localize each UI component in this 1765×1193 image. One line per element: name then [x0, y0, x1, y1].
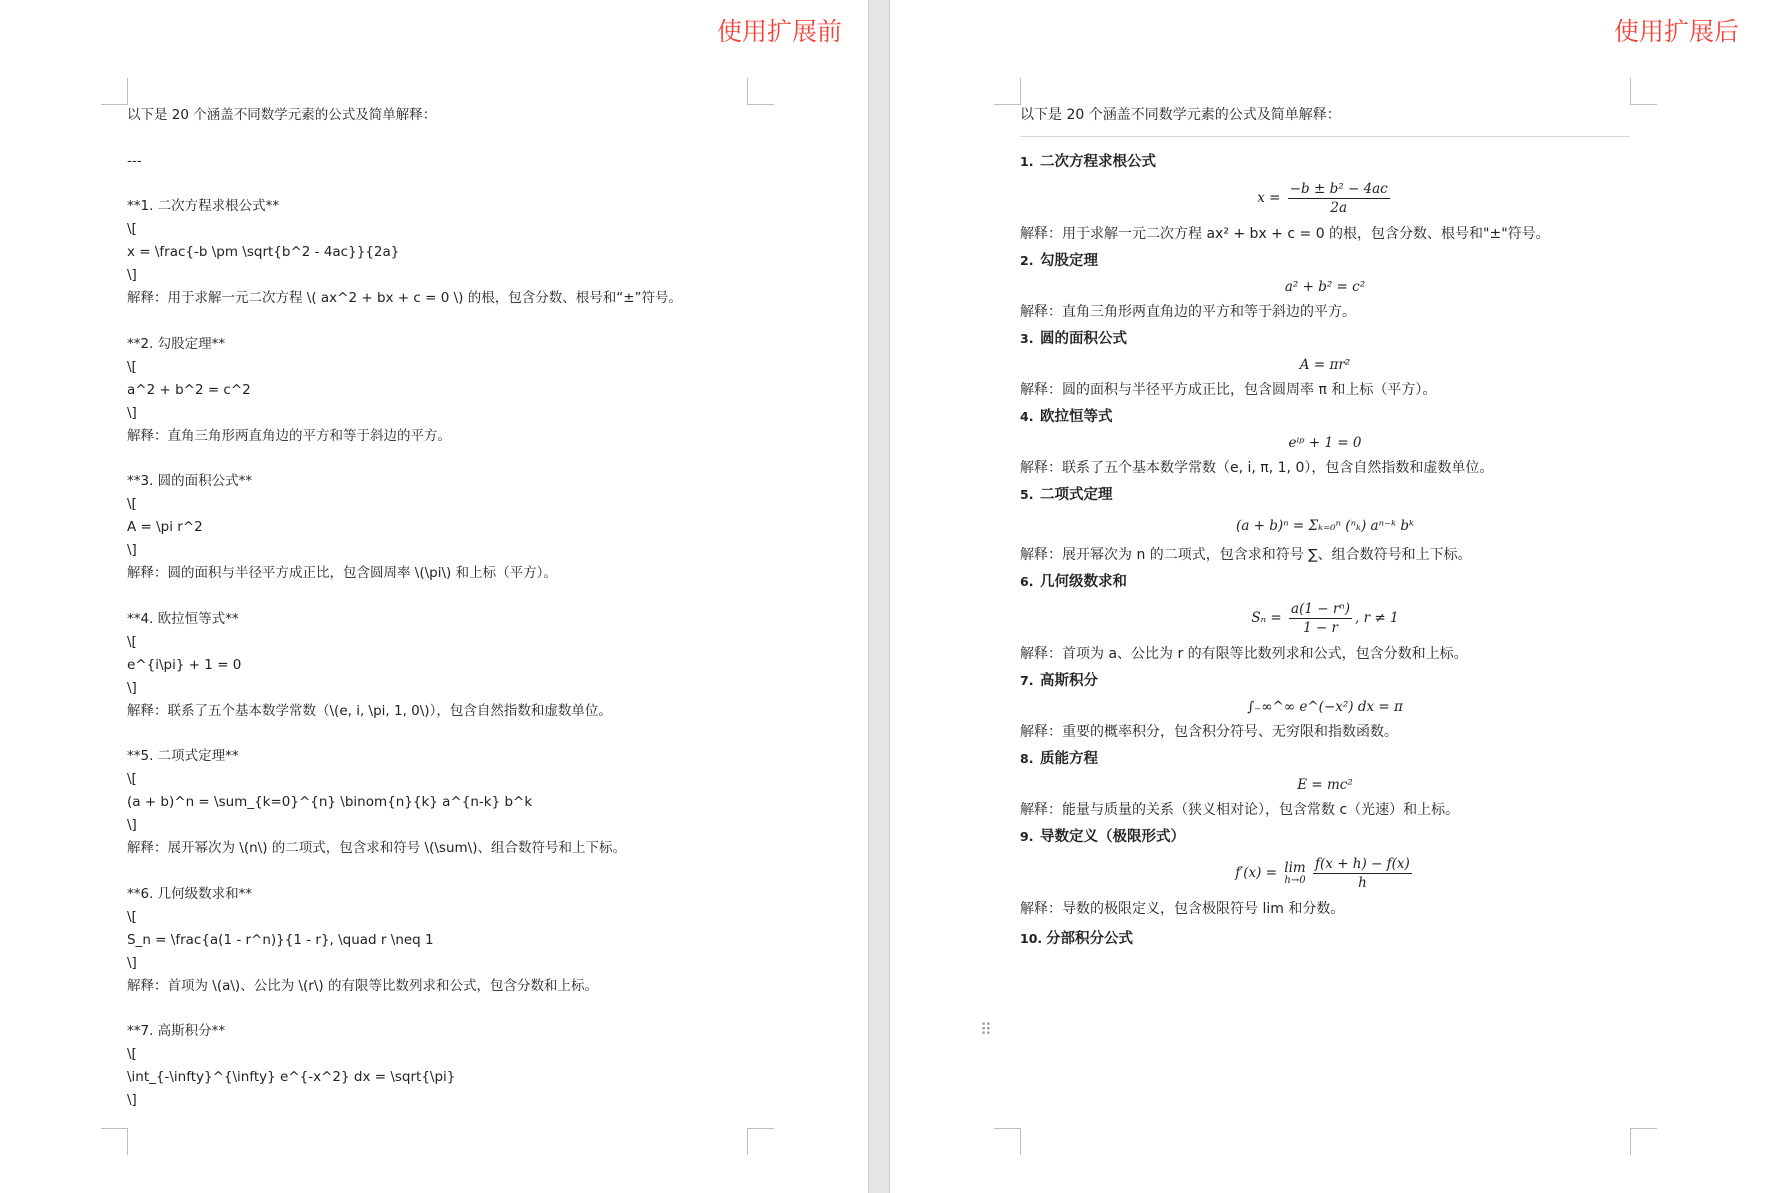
raw-line: 解释：直角三角形两直角边的平方和等于斜边的平方。: [127, 427, 451, 444]
raw-line: \]: [127, 817, 137, 833]
raw-line: \]: [127, 404, 137, 421]
raw-line: A = \pi r^2: [127, 519, 203, 535]
explanation: 解释：圆的面积与半径平方成正比，包含圆周率 π 和上标（平方）。: [1020, 382, 1437, 398]
formula-gaussian-integral: ∫₋∞^∞ e^(−x²) dx = π: [1247, 699, 1403, 715]
raw-line: [127, 723, 787, 746]
page-label-before: 使用扩展前: [716, 17, 842, 46]
crop-mark: [994, 78, 1021, 105]
explanation: 解释：展开幂次为 n 的二项式，包含求和符号 ∑、组合数符号和上下标。: [1020, 547, 1472, 563]
drag-handle-icon[interactable]: ⠿: [980, 1020, 992, 1039]
formula-mass-energy: E = mc²: [1297, 777, 1353, 793]
crop-mark: [994, 1128, 1021, 1155]
section-heading: 1. 二次方程求根公式: [1020, 154, 1156, 170]
formula-quadratic: x = $\frac{\text{−b ± b² − 4ac}}{2a}$: [1257, 181, 1388, 216]
raw-line: [127, 127, 787, 150]
crop-mark: [101, 78, 128, 105]
raw-line: \]: [127, 954, 137, 971]
formula-circle-area: A = πr²: [1299, 357, 1351, 373]
raw-line: 解释：用于求解一元二次方程 \( ax^2 + bx + c = 0 \) 的根，包含分数、根号和“±”符号。: [127, 290, 683, 306]
section-heading: 2. 勾股定理: [1020, 253, 1098, 269]
formula-euler: eⁱᵖ + 1 = 0: [1288, 435, 1362, 451]
raw-line: **5. 二项式定理**: [127, 748, 239, 764]
raw-line: 解释：展开幂次为 \(n\) 的二项式，包含求和符号 \(\sum\)、组合数符号和上下标。: [127, 840, 626, 856]
formula-geometric-series: Sₙ = $\frac{\text{a(1 − rⁿ)}}{1 - r}$ , r ≠ 1: [1251, 601, 1399, 636]
raw-line: 解释：圆的面积与半径平方成正比，包含圆周率 \(\pi\) 和上标（平方）。: [127, 565, 557, 581]
raw-line: \]: [127, 1092, 137, 1108]
raw-line: **3. 圆的面积公式**: [127, 473, 253, 489]
raw-line: \[: [127, 358, 137, 375]
raw-line: **6. 几何级数求和**: [127, 885, 253, 902]
explanation: 解释：首项为 a、公比为 r 的有限等比数列求和公式，包含分数和上标。: [1020, 646, 1468, 662]
section-heading: 5. 二项式定理: [1020, 487, 1113, 503]
raw-markdown-text[interactable]: [127, 104, 787, 1112]
page-label-after: 使用扩展后: [1613, 17, 1739, 46]
section-heading: 6. 几何级数求和: [1020, 574, 1127, 590]
raw-line: [127, 585, 787, 608]
raw-line: \int_{-\infty}^{\infty} e^{-x^2} dx = \sqrt{\pi}: [127, 1069, 456, 1085]
formula-binomial: (a + b)ⁿ = Σₖ₌₀ⁿ (ⁿₖ) aⁿ⁻ᵏ bᵏ: [1236, 518, 1414, 534]
crop-mark: [1630, 1128, 1657, 1155]
raw-line: **1. 二次方程求根公式**: [127, 198, 280, 214]
raw-line: \[: [127, 908, 137, 925]
raw-line: \]: [127, 542, 137, 558]
raw-line: [127, 310, 787, 333]
raw-line: \[: [127, 771, 137, 787]
raw-line: **4. 欧拉恒等式**: [127, 610, 239, 627]
intro-text: 以下是 20 个涵盖不同数学元素的公式及简单解释：: [1020, 104, 1630, 137]
raw-line: x = \frac{-b \pm \sqrt{b^2 - 4ac}}{2a}: [127, 244, 400, 260]
raw-line: [127, 860, 787, 883]
raw-line: [127, 173, 787, 196]
raw-line: ---: [127, 152, 142, 169]
raw-line: (a + b)^n = \sum_{k=0}^{n} \binom{n}{k} a^{n-k} b^k: [127, 794, 533, 810]
explanation: 解释：直角三角形两直角边的平方和等于斜边的平方。: [1020, 304, 1356, 320]
raw-line: 解释：联系了五个基本数学常数（\(e, i, \pi, 1, 0\)），包含自然指数和虚数单位。: [127, 702, 612, 719]
explanation: 解释：重要的概率积分，包含积分符号、无穷限和指数函数。: [1020, 724, 1398, 740]
crop-mark: [101, 1128, 128, 1155]
rendered-document[interactable]: [1020, 104, 1630, 950]
section-heading: 3. 圆的面积公式: [1020, 331, 1127, 347]
formula-derivative: f′(x) = lim h→0 $\frac{f(x + h) - f(x)}{h}$: [1235, 856, 1410, 891]
explanation: 解释：联系了五个基本数学常数（e, i, π, 1, 0），包含自然指数和虚数单位。: [1020, 460, 1494, 476]
crop-mark: [1630, 78, 1657, 105]
explanation: 解释：能量与质量的关系（狭义相对论），包含常数 c（光速）和上标。: [1020, 802, 1460, 818]
raw-line: \[: [127, 496, 137, 512]
raw-line: [127, 448, 787, 471]
section-heading: 10. 分部积分公式: [1020, 931, 1133, 947]
section-heading: 7. 高斯积分: [1020, 673, 1098, 689]
raw-line: S_n = \frac{a(1 - r^n)}{1 - r}, \quad r \neq 1: [127, 931, 434, 948]
raw-line: \[: [127, 633, 137, 650]
raw-line: \[: [127, 1046, 137, 1062]
raw-line: **7. 高斯积分**: [127, 1023, 226, 1039]
raw-line: 解释：首项为 \(a\)、公比为 \(r\) 的有限等比数列求和公式，包含分数和上标。: [127, 977, 598, 994]
page-before: [0, 0, 868, 1193]
page-after: [890, 0, 1765, 1193]
raw-line: **2. 勾股定理**: [127, 335, 226, 352]
raw-line: 以下是 20 个涵盖不同数学元素的公式及简单解释：: [127, 107, 437, 123]
section-heading: 8. 质能方程: [1020, 751, 1098, 767]
raw-line: \]: [127, 679, 137, 696]
explanation: 解释：用于求解一元二次方程 ax² + bx + c = 0 的根，包含分数、根号和"±"符号。: [1020, 226, 1550, 242]
explanation: 解释：导数的极限定义，包含极限符号 lim 和分数。: [1020, 901, 1345, 917]
raw-line: e^{i\pi} + 1 = 0: [127, 656, 242, 673]
formula-pythagorean: a² + b² = c²: [1284, 279, 1366, 295]
page-gap: [868, 0, 890, 1193]
raw-line: [127, 998, 787, 1021]
raw-line: \]: [127, 267, 137, 283]
section-heading: 9. 导数定义（极限形式）: [1020, 829, 1185, 845]
raw-line: a^2 + b^2 = c^2: [127, 381, 251, 398]
crop-mark: [747, 78, 774, 105]
raw-line: \[: [127, 221, 137, 237]
crop-mark: [747, 1128, 774, 1155]
section-heading: 4. 欧拉恒等式: [1020, 409, 1113, 425]
